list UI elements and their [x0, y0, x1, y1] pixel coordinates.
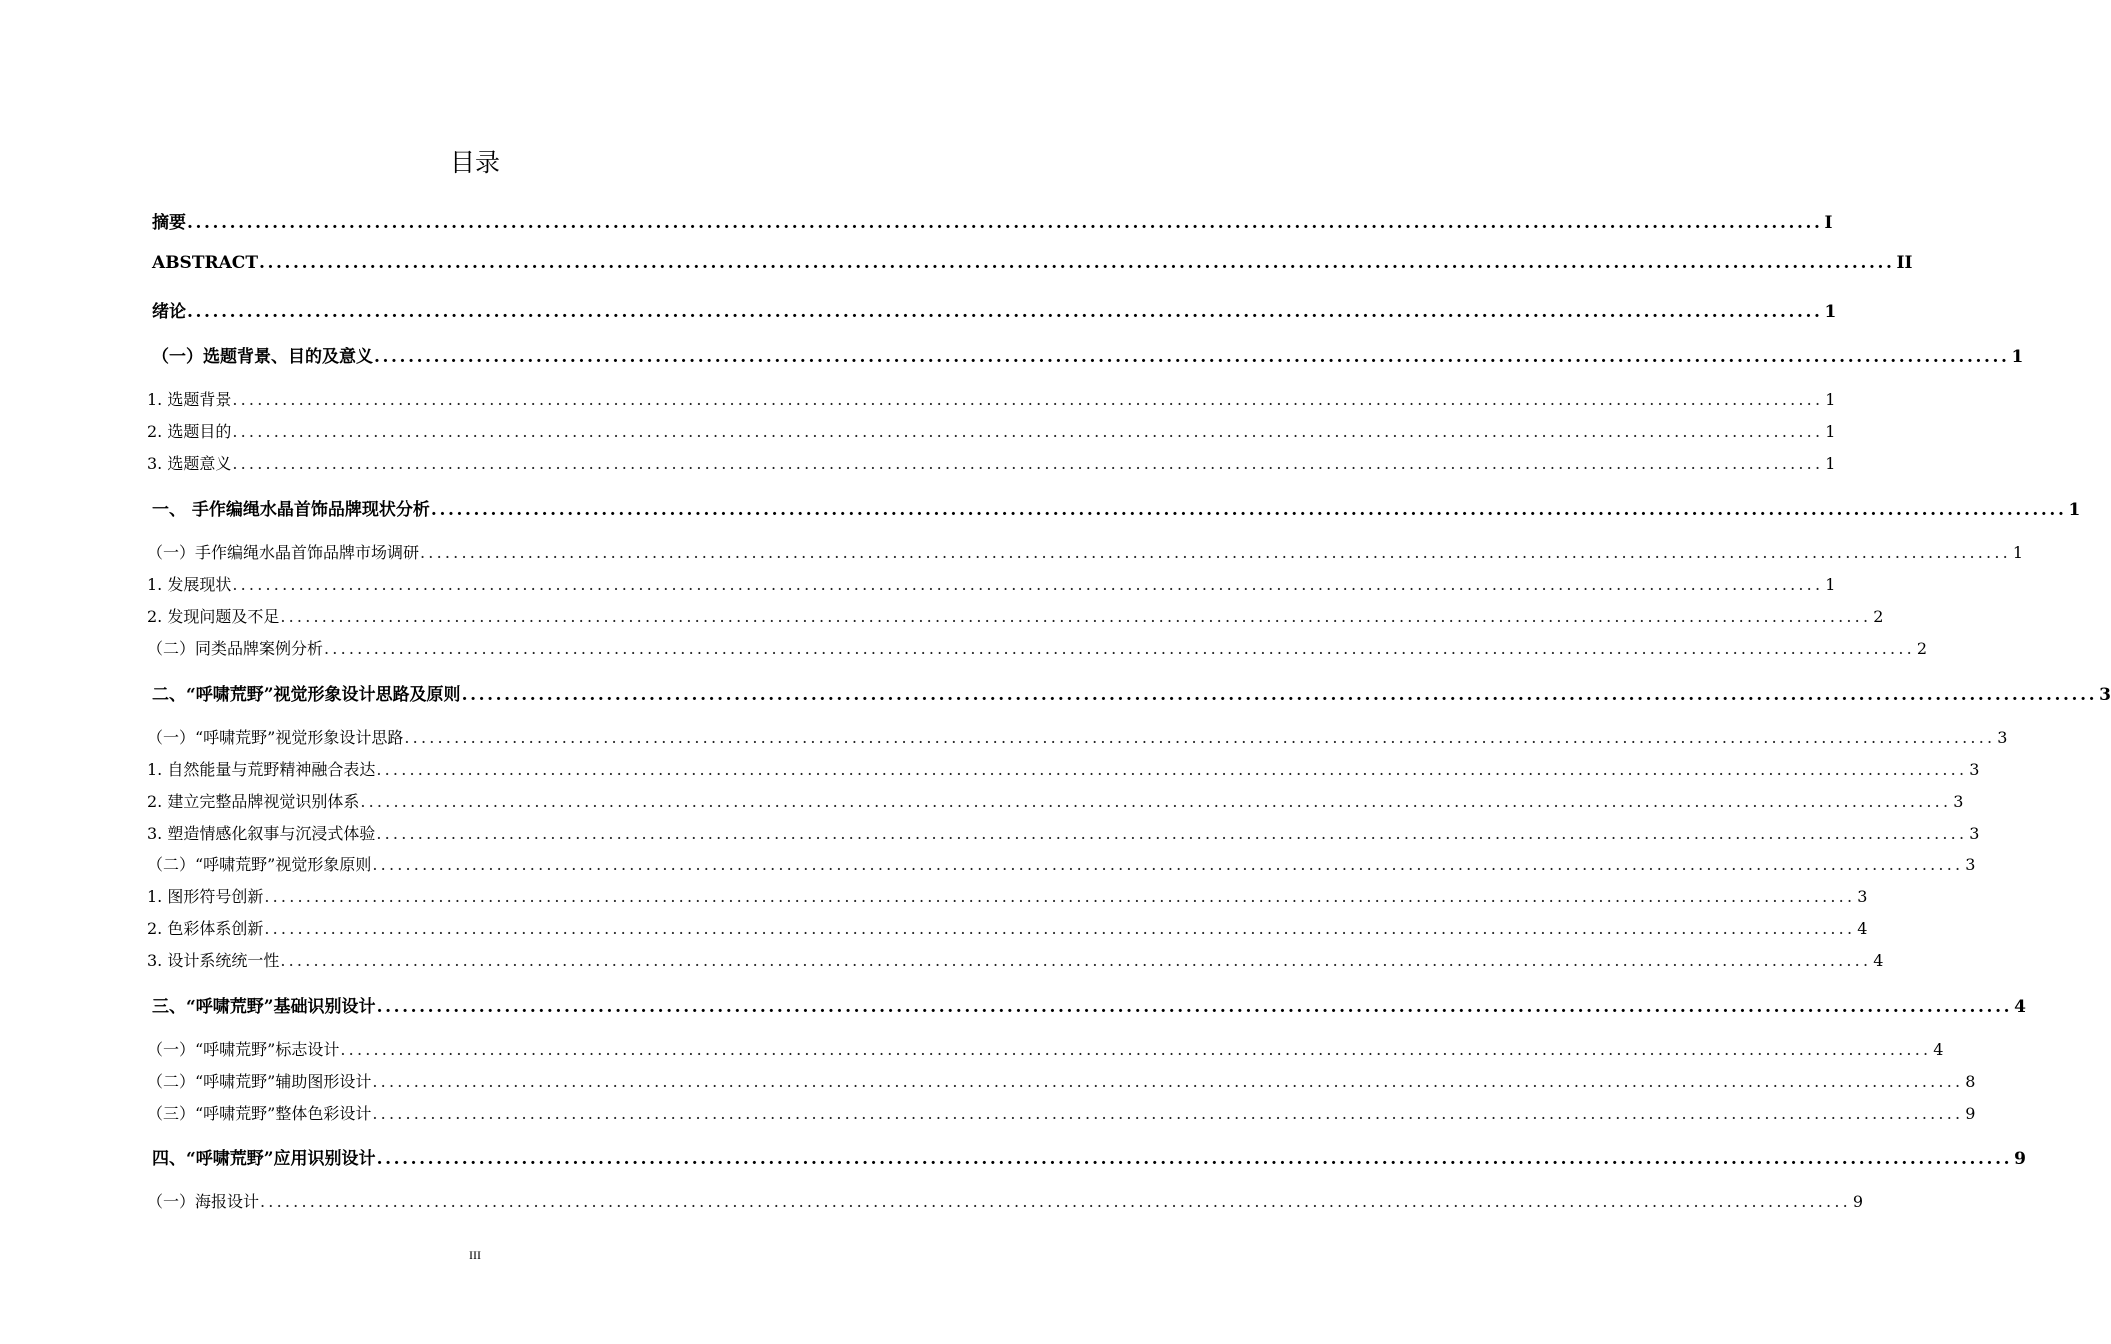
toc-entry-label: 1. 图形符号创新 — [147, 887, 264, 906]
toc-entry-page: 9 — [2014, 1149, 2026, 1169]
toc-entry-page: 4 — [1873, 951, 1884, 970]
dot-leader: ................................................................................................................................................................................................ — [280, 951, 1872, 970]
toc-entry-subsection[interactable] — [147, 852, 1976, 875]
dot-leader: ................................................................................................................................................................................................ — [187, 213, 1823, 233]
toc-entry-chapter[interactable] — [152, 680, 2111, 705]
toc-entry-page: 1 — [2011, 347, 2024, 367]
toc-entry-label: 二、“呼啸荒野”视觉形象设计思路及原则 — [152, 685, 461, 705]
toc-entry-label: （一）海报设计 — [147, 1192, 260, 1211]
toc-entry-subsection[interactable] — [147, 757, 1980, 780]
dot-leader: ................................................................................................................................................................................................ — [340, 1040, 1932, 1059]
toc-entry-label: 绪论 — [152, 302, 186, 322]
toc-entry-page: 8 — [1965, 1072, 1976, 1091]
dot-leader: ................................................................................................................................................................................................ — [280, 607, 1872, 626]
toc-entry-label: 1. 选题背景 — [147, 390, 232, 409]
toc-entry-page: 3 — [1969, 824, 1980, 843]
toc-entry-subsection[interactable] — [147, 604, 1884, 627]
dot-leader: ................................................................................................................................................................................................ — [232, 422, 1824, 441]
toc-entry-subsection[interactable] — [147, 572, 1836, 595]
dot-leader: ................................................................................................................................................................................................ — [372, 855, 1964, 874]
toc-entry-page: 1 — [2068, 500, 2081, 520]
toc-entry-page: 1 — [1825, 454, 1836, 473]
toc-entry-page: 1 — [1825, 575, 1836, 594]
toc-entry-page: 1 — [1825, 390, 1836, 409]
toc-entry-label: 3. 塑造情感化叙事与沉浸式体验 — [147, 824, 376, 843]
toc-entry-section[interactable] — [152, 342, 2024, 367]
toc-entry-subsection[interactable] — [147, 451, 1836, 474]
toc-entry-page: I — [1824, 213, 1833, 233]
toc-entry-label: （一）“呼啸荒野”标志设计 — [147, 1040, 340, 1059]
toc-entry-page: 3 — [1969, 760, 1980, 779]
toc-entry-label: 一、 手作编绳水晶首饰品牌现状分析 — [152, 500, 430, 520]
toc-entry-chapter[interactable] — [152, 992, 2026, 1017]
toc-entry-label: 1. 自然能量与荒野精神融合表达 — [147, 760, 376, 779]
toc-entry-page: 3 — [1997, 728, 2008, 747]
toc-entry-subsection[interactable] — [147, 789, 1964, 812]
toc-entry-subsection[interactable] — [147, 636, 1928, 659]
toc-entry-subsection[interactable] — [147, 884, 1868, 907]
toc-entry-label: 3. 设计系统统一性 — [147, 951, 280, 970]
dot-leader: ................................................................................................................................................................................................ — [404, 728, 1996, 747]
dot-leader: ................................................................................................................................................................................................ — [372, 1072, 1964, 1091]
toc-entry-chapter[interactable] — [152, 1144, 2026, 1169]
dot-leader: ................................................................................................................................................................................................ — [260, 1192, 1851, 1211]
dot-leader: ................................................................................................................................................................................................ — [376, 760, 1968, 779]
dot-leader: ................................................................................................................................................................................................ — [232, 390, 1824, 409]
dot-leader: ................................................................................................................................................................................................ — [461, 685, 2098, 705]
toc-entry-label: （一）手作编绳水晶首饰品牌市场调研 — [147, 543, 420, 562]
toc-entry-label: 四、“呼啸荒野”应用识别设计 — [152, 1149, 376, 1169]
dot-leader: ................................................................................................................................................................................................ — [360, 792, 1952, 811]
toc-entry-subsection[interactable] — [147, 1101, 1976, 1124]
dot-leader: ................................................................................................................................................................................................ — [264, 887, 1856, 906]
page-number: III — [469, 1248, 481, 1262]
toc-entry-subsection[interactable] — [147, 948, 1884, 971]
toc-entry-page: 2 — [1916, 639, 1928, 658]
toc-entry-label: （三）“呼啸荒野”整体色彩设计 — [147, 1104, 372, 1123]
toc-entry-page: II — [1896, 253, 1913, 273]
toc-entry-page: 3 — [1857, 887, 1868, 906]
dot-leader: ................................................................................................................................................................................................ — [258, 253, 1895, 273]
toc-entry-subsection[interactable] — [147, 1069, 1976, 1092]
toc-entry-page: 1 — [1825, 422, 1836, 441]
toc-entry-page: 4 — [2014, 997, 2026, 1017]
dot-leader: ................................................................................................................................................................................................ — [376, 1149, 2013, 1169]
toc-entry-page: 4 — [1857, 919, 1868, 938]
toc-entry-page: 9 — [1965, 1104, 1976, 1123]
dot-leader: ................................................................................................................................................................................................ — [376, 997, 2013, 1017]
toc-entry-label: 3. 选题意义 — [147, 454, 232, 473]
toc-entry-page: 1 — [2012, 543, 2024, 562]
dot-leader: ................................................................................................................................................................................................ — [232, 575, 1824, 594]
toc-entry-label: 2. 建立完整品牌视觉识别体系 — [147, 792, 360, 811]
toc-entry-label: （二）“呼啸荒野”辅助图形设计 — [147, 1072, 372, 1091]
dot-leader: ................................................................................................................................................................................................ — [430, 500, 2067, 520]
toc-entry-label: 2. 发现问题及不足 — [147, 607, 280, 626]
dot-leader: ................................................................................................................................................................................................ — [324, 639, 1915, 658]
toc-entry-label: 三、“呼啸荒野”基础识别设计 — [152, 997, 376, 1017]
toc-entry-chapter[interactable] — [152, 495, 2081, 520]
toc-entry-subsection[interactable] — [147, 1037, 1944, 1060]
dot-leader: ................................................................................................................................................................................................ — [264, 919, 1856, 938]
toc-entry-abstract-cn[interactable] — [152, 208, 1833, 233]
toc-entry-label: （一）“呼啸荒野”视觉形象设计思路 — [147, 728, 404, 747]
dot-leader: ................................................................................................................................................................................................ — [232, 454, 1824, 473]
toc-entry-introduction[interactable] — [152, 297, 1837, 322]
toc-entry-page: 1 — [1824, 302, 1837, 322]
toc-entry-subsection[interactable] — [147, 916, 1868, 939]
toc-title: 目录 — [449, 148, 500, 177]
toc-entry-page: 2 — [1873, 607, 1884, 626]
dot-leader: ................................................................................................................................................................................................ — [187, 302, 1823, 322]
toc-entry-label: （一）选题背景、目的及意义 — [152, 347, 373, 367]
toc-entry-label: （二）“呼啸荒野”视觉形象原则 — [147, 855, 372, 874]
dot-leader: ................................................................................................................................................................................................ — [376, 824, 1968, 843]
toc-entry-subsection[interactable] — [147, 419, 1836, 442]
toc-entry-label: ABSTRACT — [152, 253, 258, 273]
dot-leader: ................................................................................................................................................................................................ — [374, 347, 2010, 367]
toc-entry-page: 3 — [2099, 685, 2111, 705]
toc-entry-label: 2. 色彩体系创新 — [147, 919, 264, 938]
toc-entry-page: 9 — [1852, 1192, 1864, 1211]
toc-entry-label: （二）同类品牌案例分析 — [147, 639, 324, 658]
dot-leader: ................................................................................................................................................................................................ — [372, 1104, 1964, 1123]
toc-entry-abstract-en[interactable] — [152, 253, 1913, 273]
toc-entry-subsection[interactable] — [147, 540, 2024, 563]
toc-entry-subsection[interactable] — [147, 1189, 1864, 1212]
dot-leader: ................................................................................................................................................................................................ — [420, 543, 2011, 562]
toc-entry-label: 摘要 — [152, 213, 186, 233]
toc-entry-label: 2. 选题目的 — [147, 422, 232, 441]
toc-entry-page: 4 — [1933, 1040, 1944, 1059]
toc-entry-subsection[interactable] — [147, 387, 1836, 410]
toc-entry-page: 3 — [1953, 792, 1964, 811]
toc-entry-subsection[interactable] — [147, 821, 1980, 844]
toc-entry-subsection[interactable] — [147, 725, 2008, 748]
toc-entry-label: 1. 发展现状 — [147, 575, 232, 594]
toc-entry-page: 3 — [1965, 855, 1976, 874]
